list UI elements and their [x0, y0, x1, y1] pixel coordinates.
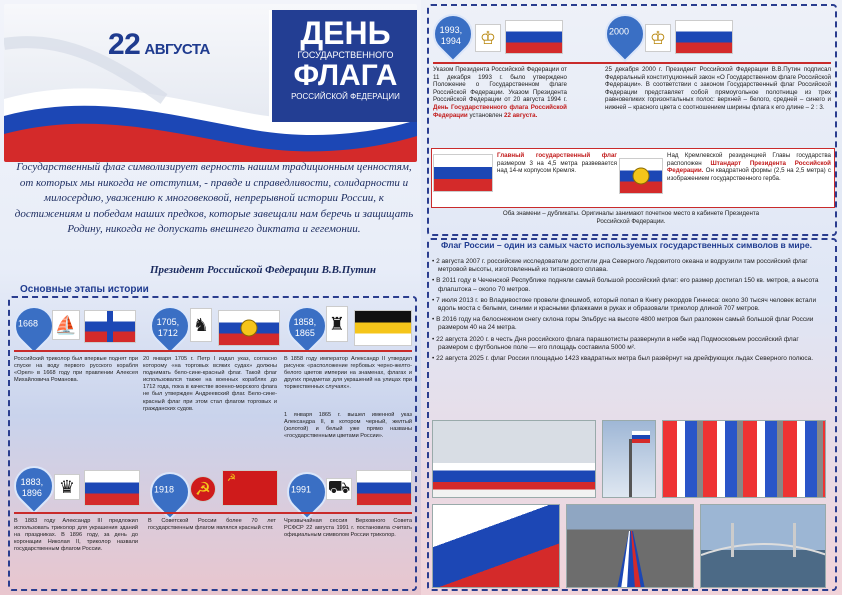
coat-of-arms-icon: ♔ [645, 24, 671, 52]
putin-quote: Государственный флаг символизирует верность нашим традиционным ценностям, от которых мы никогда не отступим, - правде и справедливости, солидарности и милосердию, уважению к многовековой, непрерывной истории России, к достижениям и победам наших предков, которые завещали нам беречь и защищать Родину, никогда не допускать внешнего диктата и гегемонии. [14, 161, 414, 235]
divider [14, 512, 412, 514]
text-1858b: 1 января 1865 г. вышел именной указ Александра II, в котором черный, желтый (золотой) и белый уже прямо названы «государственными цветами России». [284, 412, 412, 440]
pin-1668: 1668 [6, 298, 63, 355]
text-1668: Российский триколор был впервые поднят при спуске на воду первого русского корабля «Орел» в 1668 году при правлении Алексея Михайловича Романова. [14, 356, 138, 384]
tricolor-flag-1668 [84, 310, 136, 343]
fact-item: • 22 августа 2020 г. в честь Дня российского флага парашютисты развернули в небе над Подмосковьем российский флаг размером с футбольное поле — его площадь составила 5000 м². [432, 335, 799, 351]
pin-1705-1712: 1705, 1712 [142, 298, 199, 355]
tricolor-eagle-flag [218, 310, 280, 346]
coat-of-arms-icon: ♔ [475, 24, 501, 52]
fact-item: • 2 августа 2007 г. российские исследователи достигли дна Северного Ледовитого океана и водрузили там российский флаг метровой высоты, изготовленный из титанового сплава. [432, 258, 808, 274]
photo-bridge-crowd [566, 504, 694, 588]
main-flag-text: Главный государственный флаг размером 3 на 4,5 метра развевается над 14-м корпусом Кремля. [497, 152, 617, 175]
fact-item: • 22 августа 2025 г. флаг России площадью 1423 квадратных метра был развёрнут на дрейфующих льдах Северного полюса. [432, 355, 814, 363]
text-1991: Чрезвычайная сессия Верховного Совета РСФСР 22 августа 1991 г. постановила считать официальным символом России триколор. [284, 518, 412, 539]
imperial-flag [354, 310, 412, 346]
text-1883: В 1883 году Александр III предложил использовать триколор для украшения зданий на праздниках. В 1896 году, за день до коронации Николая II, триколор назвали государственным флагом России. [14, 518, 138, 553]
date-heading [108, 28, 210, 62]
tricolor-flag-1883 [84, 470, 140, 506]
pin-1918: 1918 [142, 464, 199, 521]
facts-headline: Флаг России – один из самых часто используемых государственных символов в мире. [441, 240, 812, 250]
pin-1993-1994: 1993, 1994 [425, 6, 482, 63]
title-block [269, 10, 417, 122]
divider [14, 350, 412, 352]
history-section-title: Основные этапы истории [20, 284, 149, 295]
peter-i-statue-icon: ♞ [190, 308, 212, 342]
divider [433, 62, 831, 64]
photo-flag-wave [432, 504, 560, 588]
text-1858a: В 1858 году император Александр II утвердил рисунок «расположение гербовых черно-желто-белого цветов империи на знаменах, флагах и других предметах для украшений на улицах при торжественных случаях». [284, 356, 412, 391]
tricolor-flag-1993 [505, 20, 563, 54]
crown-icon: ♛ [54, 474, 80, 500]
soviet-flag: ☭ [222, 470, 278, 506]
date-number: 22 [108, 28, 141, 61]
photo-cars-flag [662, 420, 826, 498]
title-line-4: РОССИЙСКОЙ ФЕДЕРАЦИИ [291, 92, 400, 101]
photo-flagpole [602, 420, 656, 498]
text-1705: 20 января 1705 г. Петр I издал указ, согласно которому «на торговых всяких судах» должны поднимать бело-сине-красный флаг. Такой флаг использовался также на военных кораблях до 1712 года, пока в качестве военно-морского флага не был утвержден Андреевский флаг. Бело-сине-красный флаг при этом стал флагом торговых и гражданских судов. [143, 356, 277, 412]
photo-vladivostok-bridge [700, 504, 826, 588]
tricolor-flag-2000 [675, 20, 733, 54]
standard-text: Над Кремлевской резиденцией Главы государства расположен Штандарт Президента Российской Федерации. Он квадратной формы (2,5 на 2,5 метра) с изображением государственного герба. [667, 152, 831, 182]
pin-1991: 1991 [279, 464, 336, 521]
photo-elbrus-flag [432, 420, 596, 498]
title-line-2: ГОСУДАРСТВЕННОГО [297, 50, 394, 60]
pin-1858-1865: 1858, 1865 [279, 298, 336, 355]
main-tricolor-flag [433, 154, 493, 192]
fact-item: • 7 июля 2013 г. во Владивостоке провели флешмоб, который попал в Книгу рекордов Гиннеса: около 30 тысяч человек встали вдоль моста с белыми, синими и красными флажками в руках и образовали триколор длиной 707 метров. [432, 296, 817, 313]
duplicates-note: Оба знамени – дубликаты. Оригиналы занимают почетное место в кабинете Президента Российской Федерации. [502, 210, 760, 225]
title-line-3: ФЛАГА [293, 59, 398, 92]
title-line-1: ДЕНЬ [300, 15, 391, 51]
tank-icon: ⛟ [326, 478, 352, 500]
decree-2000-text: 25 декабря 2000 г. Президент Российской Федерации В.В.Путин подписал Федеральный конституционный закон «О Государственном флаге Российской Федерации». В соответствии с законом Государственный флаг Российской Федерации представляет собой прямоугольное полотнище из трех равновеликих горизонтальных полос: верхней – белого, средней – синего и нижней – красного цвета с соотношением ширины флага к его длине – 2 : 3. [605, 66, 831, 111]
decree-1993-text: Указом Президента Российской Федерации от 11 декабря 1993 г. было утверждено Положение о Государственном флаге Российской Федерации. Указом Президента Российской Федерации от 20 августа 1994 г. День Государственного флага Российской Федерации установлен 22 августа. [433, 66, 567, 119]
tricolor-flag-1991 [356, 470, 412, 506]
alexander-ii-statue-icon: ♜ [326, 306, 348, 342]
pin-2000: 2000 [597, 6, 654, 63]
text-1918: В Советской России более 70 лет государственным флагом являлся красный стяг. [148, 518, 276, 532]
pin-1883-1896: 1883, 1896 [6, 458, 63, 515]
quote-author: Президент Российской Федерации В.В.Путин [150, 264, 376, 276]
presidential-standard [619, 158, 663, 194]
fact-item: • В 2011 году в Чеченской Республике подняли самый большой российский флаг: его размер достигал 150 кв. метров, а высота флагштока – около 70 метров. [432, 277, 819, 293]
fact-item: • В 2016 году на белоснежном снегу склона горы Эльбрус на высоте 4800 метров был разложен самый большой флаг России размером 40 на 24 метра. [432, 316, 814, 332]
soviet-emblem-icon: ☭ [190, 476, 216, 502]
facts-list [432, 258, 826, 366]
date-month: АВГУСТА [144, 41, 210, 58]
header-banner [4, 4, 417, 162]
ship-icon: ⛵ [52, 310, 80, 340]
